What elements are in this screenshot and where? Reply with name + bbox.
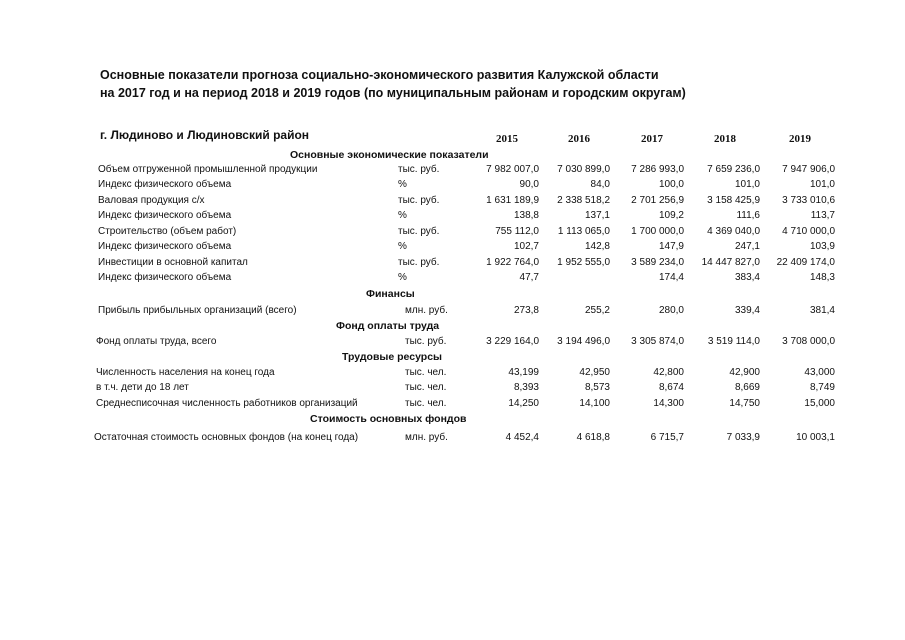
row-value: 280,0 [658, 305, 684, 316]
row-value: 381,4 [809, 305, 835, 316]
row-label: Среднесписочная численность работников организаций [96, 398, 358, 409]
row-value: 3 589 234,0 [631, 257, 684, 268]
row-unit: тыс. чел. [405, 367, 447, 378]
year-header: 2018 [714, 133, 736, 145]
section-economic: Основные экономические показатели [290, 149, 489, 161]
table-row [0, 335, 905, 349]
row-value: 7 286 993,0 [631, 164, 684, 175]
row-unit: % [398, 210, 407, 221]
table-row [0, 431, 905, 445]
section-payroll: Фонд оплаты труда [336, 320, 440, 332]
row-value: 42,800 [653, 367, 684, 378]
row-value: 339,4 [734, 305, 760, 316]
row-unit: тыс. руб. [398, 164, 440, 175]
row-value: 15,000 [804, 398, 835, 409]
row-value: 1 700 000,0 [631, 226, 684, 237]
table-row [0, 271, 905, 285]
row-value: 4 369 040,0 [707, 226, 760, 237]
row-value: 3 519 114,0 [707, 336, 760, 347]
table-row [0, 256, 905, 270]
row-value: 4 452,4 [505, 432, 539, 443]
table-row [0, 225, 905, 239]
row-value: 3 733 010,6 [782, 195, 835, 206]
row-unit: тыс. чел. [405, 382, 447, 393]
row-value: 142,8 [584, 241, 610, 252]
row-value: 3 194 496,0 [557, 336, 610, 347]
table-row [0, 304, 905, 318]
row-value: 8,674 [658, 382, 684, 393]
table-row [0, 194, 905, 208]
row-value: 14,100 [579, 398, 610, 409]
row-value: 100,0 [658, 179, 684, 190]
row-value: 22 409 174,0 [776, 257, 835, 268]
row-value: 8,669 [734, 382, 760, 393]
row-label: Строительство (объем работ) [98, 226, 237, 237]
row-unit: % [398, 272, 407, 283]
row-value: 8,393 [513, 382, 539, 393]
row-value: 90,0 [519, 179, 539, 190]
year-header: 2015 [496, 133, 518, 145]
table-row [0, 240, 905, 254]
row-value: 3 708 000,0 [782, 336, 835, 347]
title-line-1: Основные показатели прогноза социально-экономического развития Калужской области [100, 68, 659, 82]
row-label: Индекс физического объема [98, 241, 232, 252]
row-unit: тыс. руб. [398, 226, 440, 237]
row-value: 4 618,8 [576, 432, 610, 443]
row-unit: тыс. руб. [405, 336, 447, 347]
row-value: 138,8 [513, 210, 539, 221]
row-label: Объем отгруженной промышленной продукции [98, 164, 318, 175]
row-value: 7 947 906,0 [782, 164, 835, 175]
row-value: 7 659 236,0 [707, 164, 760, 175]
document-title [100, 66, 686, 102]
table-row [0, 366, 905, 380]
row-value: 273,8 [513, 305, 539, 316]
row-value: 7 030 899,0 [557, 164, 610, 175]
row-value: 42,950 [579, 367, 610, 378]
row-value: 14,250 [508, 398, 539, 409]
year-header: 2016 [568, 133, 590, 145]
table-row [0, 381, 905, 395]
row-value: 2 701 256,9 [631, 195, 684, 206]
row-value: 247,1 [734, 241, 760, 252]
row-value: 14,300 [653, 398, 684, 409]
row-value: 147,9 [658, 241, 684, 252]
row-value: 2 338 518,2 [557, 195, 610, 206]
row-value: 3 229 164,0 [486, 336, 539, 347]
row-value: 3 158 425,9 [707, 195, 760, 206]
row-value: 7 982 007,0 [486, 164, 539, 175]
row-value: 42,900 [729, 367, 760, 378]
row-value: 1 631 189,9 [486, 195, 539, 206]
row-label: Остаточная стоимость основных фондов (на конец года) [94, 432, 359, 443]
row-unit: млн. руб. [405, 432, 448, 443]
year-header: 2019 [789, 133, 811, 145]
row-label: Индекс физического объема [98, 272, 232, 283]
year-header: 2017 [641, 133, 663, 145]
row-value: 6 715,7 [650, 432, 684, 443]
table-row [0, 209, 905, 223]
row-value: 383,4 [734, 272, 760, 283]
row-value: 47,7 [519, 272, 539, 283]
row-value: 10 003,1 [796, 432, 835, 443]
row-value: 101,0 [809, 179, 835, 190]
row-value: 1 952 555,0 [557, 257, 610, 268]
table-row [0, 163, 905, 177]
row-value: 111,6 [736, 210, 760, 221]
row-value: 755 112,0 [495, 226, 539, 237]
row-value: 148,3 [809, 272, 835, 283]
row-value: 255,2 [584, 305, 610, 316]
row-label: в т.ч. дети до 18 лет [96, 382, 189, 393]
row-value: 14,750 [729, 398, 760, 409]
row-value: 102,7 [513, 241, 539, 252]
row-value: 14 447 827,0 [701, 257, 760, 268]
section-assets: Стоимость основных фондов [310, 413, 467, 425]
table-row [0, 178, 905, 192]
region-name: г. Людиново и Людиновский район [100, 128, 310, 142]
row-value: 1 113 065,0 [557, 226, 610, 237]
row-value: 137,1 [584, 210, 610, 221]
row-value: 4 710 000,0 [782, 226, 835, 237]
row-label: Фонд оплаты труда, всего [96, 336, 217, 347]
row-value: 43,199 [508, 367, 539, 378]
section-labor: Трудовые ресурсы [342, 351, 443, 363]
row-label: Индекс физического объема [98, 210, 232, 221]
table-row [0, 397, 905, 411]
row-unit: тыс. руб. [398, 195, 440, 206]
row-unit: тыс. чел. [405, 398, 447, 409]
row-value: 7 033,9 [726, 432, 760, 443]
row-value: 101,0 [734, 179, 760, 190]
row-unit: млн. руб. [405, 305, 448, 316]
row-value: 113,7 [810, 210, 835, 221]
row-label: Численность населения на конец года [96, 367, 275, 378]
row-value: 174,4 [658, 272, 684, 283]
row-value: 1 922 764,0 [486, 257, 539, 268]
section-finance: Финансы [366, 288, 415, 300]
row-value: 103,9 [809, 241, 835, 252]
row-label: Прибыль прибыльных организаций (всего) [98, 305, 297, 316]
row-label: Инвестиции в основной капитал [98, 257, 248, 268]
row-value: 3 305 874,0 [631, 336, 684, 347]
row-value: 109,2 [658, 210, 684, 221]
row-value: 43,000 [804, 367, 835, 378]
row-unit: тыс. руб. [398, 257, 440, 268]
row-value: 84,0 [590, 179, 610, 190]
row-unit: % [398, 241, 407, 252]
row-value: 8,573 [584, 382, 610, 393]
row-label: Валовая продукция с/х [98, 195, 205, 206]
row-value: 8,749 [809, 382, 835, 393]
title-line-2: на 2017 год и на период 2018 и 2019 годов (по муниципальным районам и городским округам) [100, 86, 686, 100]
row-unit: % [398, 179, 407, 190]
row-label: Индекс физического объема [98, 179, 232, 190]
